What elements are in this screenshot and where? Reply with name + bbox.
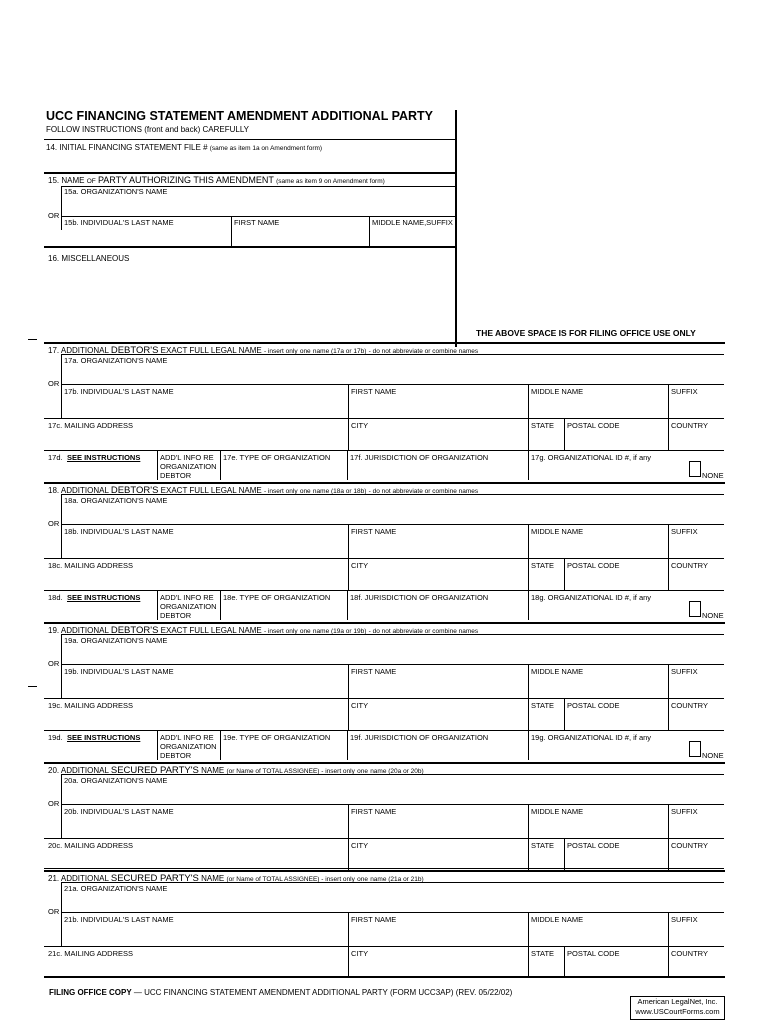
rule bbox=[348, 384, 349, 418]
rule bbox=[44, 622, 725, 624]
last-name-label-d1: 18b. INDIVIDUAL'S LAST NAME bbox=[64, 527, 174, 536]
s15b-label: 15b. INDIVIDUAL'S LAST NAME bbox=[64, 218, 174, 227]
city-field-d2[interactable] bbox=[351, 712, 525, 728]
org-name-field-d0[interactable] bbox=[64, 366, 720, 382]
header-abbrev: - do not abbreviate or combine names bbox=[368, 628, 479, 635]
state-label-d2: STATE bbox=[531, 701, 555, 710]
rule bbox=[44, 482, 725, 484]
country-field-d0[interactable] bbox=[671, 432, 721, 448]
rule bbox=[61, 804, 724, 805]
suffix-field-d1[interactable] bbox=[671, 538, 721, 554]
header-party: DEBTOR'S bbox=[110, 485, 159, 496]
state-field-s0[interactable] bbox=[531, 852, 561, 868]
state-field-d2[interactable] bbox=[531, 712, 561, 728]
mailing-address-field-d0[interactable] bbox=[48, 432, 344, 448]
rule bbox=[44, 590, 724, 591]
rule bbox=[44, 870, 725, 872]
rule bbox=[348, 418, 349, 450]
rule bbox=[44, 342, 725, 344]
rule bbox=[528, 730, 529, 760]
rule bbox=[44, 946, 724, 947]
none-label-d0: NONE bbox=[702, 471, 724, 480]
rule bbox=[220, 590, 221, 620]
org-name-field-s0[interactable] bbox=[64, 786, 720, 802]
header-note: - insert only bbox=[263, 348, 298, 355]
country-label-d0: COUNTRY bbox=[671, 421, 708, 430]
rule bbox=[44, 558, 724, 559]
org-type-field-d0[interactable] bbox=[223, 463, 344, 478]
header-rest: EXACT FULL LEGAL NAME bbox=[160, 486, 262, 495]
header-number: 18. ADDITIONAL bbox=[48, 486, 109, 495]
rule bbox=[528, 450, 529, 480]
rule bbox=[157, 450, 158, 480]
none-checkbox-d0[interactable] bbox=[689, 461, 701, 477]
mailing-address-label-d0: 17c. MAILING ADDRESS bbox=[48, 421, 134, 430]
rule bbox=[44, 976, 725, 978]
or-label-d1: OR bbox=[48, 519, 60, 528]
last-name-field-d1[interactable] bbox=[64, 538, 344, 554]
suffix-field-s0[interactable] bbox=[671, 818, 721, 834]
rule bbox=[528, 912, 529, 946]
s15a-organization-field[interactable] bbox=[64, 197, 452, 215]
s16-label: 16. MISCELLANEOUS bbox=[48, 254, 130, 263]
footer-text: FILING OFFICE COPY — UCC FINANCING STATEMENT AMENDMENT ADDITIONAL PARTY (FORM UCC3AP) (REV. 05/22/02) bbox=[49, 988, 513, 997]
rule bbox=[564, 418, 565, 450]
middle-name-label-d1: MIDDLE NAME bbox=[531, 527, 584, 536]
first-name-field-d2[interactable] bbox=[351, 678, 525, 694]
org-type-label-d1: 18e. TYPE OF ORGANIZATION bbox=[223, 593, 331, 602]
state-label-s1: STATE bbox=[531, 949, 555, 958]
state-field-s1[interactable] bbox=[531, 960, 561, 976]
org-id-label-d0: 17g. ORGANIZATIONAL ID #, if any bbox=[531, 453, 652, 462]
postal-code-label-d0: POSTAL CODE bbox=[567, 421, 620, 430]
rule bbox=[157, 590, 158, 620]
org-name-label-d0: 17a. ORGANIZATION'S NAME bbox=[64, 356, 168, 365]
rule bbox=[61, 774, 724, 775]
rule bbox=[61, 216, 455, 217]
suffix-field-s1[interactable] bbox=[671, 926, 721, 942]
middle-name-label-d2: MIDDLE NAME bbox=[531, 667, 584, 676]
see-instructions-link-d2: SEE INSTRUCTIONS bbox=[67, 733, 141, 742]
middle-name-field-d1[interactable] bbox=[531, 538, 665, 554]
rule bbox=[348, 698, 349, 730]
s15-label: 15. NAME OF PARTY AUTHORIZING THIS AMENDMENT (same as item 9 on Amendment form) bbox=[48, 175, 385, 185]
rule bbox=[61, 354, 62, 418]
last-name-field-d0[interactable] bbox=[64, 398, 344, 414]
s14-label: 14. INITIAL FINANCING STATEMENT FILE # (same as item 1a on Amendment form) bbox=[46, 143, 323, 152]
first-name-label-s1: FIRST NAME bbox=[351, 915, 397, 924]
rule bbox=[61, 384, 724, 385]
header-rest: EXACT FULL LEGAL NAME bbox=[160, 346, 262, 355]
org-name-field-s1[interactable] bbox=[64, 894, 720, 910]
rule bbox=[528, 558, 529, 590]
rule bbox=[61, 774, 62, 838]
addl-info-label-d2: ADD'L INFO RE bbox=[160, 733, 214, 742]
rule bbox=[528, 804, 529, 838]
header-names: name (19a or 19b) bbox=[312, 628, 367, 635]
mailing-address-label-s1: 21c. MAILING ADDRESS bbox=[48, 949, 134, 958]
postal-code-label-d2: POSTAL CODE bbox=[567, 701, 620, 710]
rule bbox=[369, 216, 370, 246]
miscellaneous-field[interactable] bbox=[48, 266, 451, 342]
state-label-d0: STATE bbox=[531, 421, 555, 430]
jurisdiction-label-d1: 18f. JURISDICTION OF ORGANIZATION bbox=[350, 593, 489, 602]
margin-mark bbox=[28, 339, 37, 340]
rule bbox=[564, 946, 565, 978]
see-instructions-link-d0: SEE INSTRUCTIONS bbox=[67, 453, 141, 462]
suffix-label-d2: SUFFIX bbox=[671, 667, 698, 676]
mailing-address-label-d1: 18c. MAILING ADDRESS bbox=[48, 561, 134, 570]
city-label-d2: CITY bbox=[351, 701, 369, 710]
rule bbox=[44, 450, 724, 451]
org-item-label-d1: 18d. bbox=[48, 593, 63, 602]
mailing-address-field-s1[interactable] bbox=[48, 960, 344, 976]
last-name-label-s0: 20b. INDIVIDUAL'S LAST NAME bbox=[64, 807, 174, 816]
header-party: SECURED PARTY'S bbox=[110, 873, 199, 884]
addl-info-label-d1: ADD'L INFO RE bbox=[160, 593, 214, 602]
org-name-label-s1: 21a. ORGANIZATION'S NAME bbox=[64, 884, 168, 893]
first-name-label-d1: FIRST NAME bbox=[351, 527, 397, 536]
state-field-d1[interactable] bbox=[531, 572, 561, 588]
rule bbox=[668, 558, 669, 590]
header-number: 20. ADDITIONAL bbox=[48, 766, 109, 775]
middle-name-field-d0[interactable] bbox=[531, 398, 665, 414]
last-name-field-s0[interactable] bbox=[64, 818, 344, 834]
mailing-address-label-d2: 19c. MAILING ADDRESS bbox=[48, 701, 134, 710]
org-id-field-d2[interactable] bbox=[531, 743, 681, 758]
rule bbox=[44, 246, 456, 248]
addl-info-label-d0: ADD'L INFO RE bbox=[160, 453, 214, 462]
rule bbox=[347, 450, 348, 480]
rule bbox=[61, 494, 62, 558]
jurisdiction-field-d2[interactable] bbox=[350, 743, 525, 758]
middle-name-label-s1: MIDDLE NAME bbox=[531, 915, 584, 924]
header-rest: EXACT FULL LEGAL NAME bbox=[160, 626, 262, 635]
rule bbox=[348, 664, 349, 698]
first-name-field-d0[interactable] bbox=[351, 398, 525, 414]
header-right-border bbox=[455, 110, 457, 347]
state-label-s0: STATE bbox=[531, 841, 555, 850]
rule bbox=[528, 590, 529, 620]
state-label-d1: STATE bbox=[531, 561, 555, 570]
jurisdiction-field-d0[interactable] bbox=[350, 463, 525, 478]
header-abbrev: - do not abbreviate or combine names bbox=[368, 488, 479, 495]
rule bbox=[61, 634, 724, 635]
rule bbox=[44, 868, 724, 869]
last-name-field-s1[interactable] bbox=[64, 926, 344, 942]
mailing-address-field-d1[interactable] bbox=[48, 572, 344, 588]
header-one: one bbox=[357, 768, 368, 775]
rule bbox=[668, 698, 669, 730]
initial-file-number-field[interactable] bbox=[46, 156, 451, 172]
header-note: - insert only bbox=[263, 488, 298, 495]
suffix-label-s1: SUFFIX bbox=[671, 915, 698, 924]
rule bbox=[44, 139, 455, 140]
postal-code-field-s1[interactable] bbox=[567, 960, 665, 976]
suffix-label-s0: SUFFIX bbox=[671, 807, 698, 816]
org-id-field-d0[interactable] bbox=[531, 463, 681, 478]
country-label-d1: COUNTRY bbox=[671, 561, 708, 570]
org-name-field-d1[interactable] bbox=[64, 506, 720, 522]
city-label-d0: CITY bbox=[351, 421, 369, 430]
org-name-label-s0: 20a. ORGANIZATION'S NAME bbox=[64, 776, 168, 785]
header-one: one bbox=[299, 628, 311, 635]
rule bbox=[157, 730, 158, 760]
rule bbox=[564, 838, 565, 870]
org-id-label-d2: 19g. ORGANIZATIONAL ID #, if any bbox=[531, 733, 652, 742]
postal-code-label-s1: POSTAL CODE bbox=[567, 949, 620, 958]
rule bbox=[668, 664, 669, 698]
header-note: (or Name of TOTAL ASSIGNEE) - insert only bbox=[226, 876, 355, 883]
header-party: DEBTOR'S bbox=[110, 345, 159, 356]
mailing-address-field-s0[interactable] bbox=[48, 852, 344, 868]
middle-name-label-d0: MIDDLE NAME bbox=[531, 387, 584, 396]
country-field-s0[interactable] bbox=[671, 852, 721, 868]
s15-middle-label: MIDDLE NAME,SUFFIX bbox=[372, 218, 453, 227]
org-type-field-d2[interactable] bbox=[223, 743, 344, 758]
header-number: 19. ADDITIONAL bbox=[48, 626, 109, 635]
s15-first-label: FIRST NAME bbox=[234, 218, 280, 227]
addl-info-label3-d0: DEBTOR bbox=[160, 471, 192, 480]
header-one: one bbox=[299, 488, 311, 495]
header-party: DEBTOR'S bbox=[110, 625, 159, 636]
rule bbox=[61, 664, 724, 665]
org-id-field-d1[interactable] bbox=[531, 603, 681, 618]
last-name-field-d2[interactable] bbox=[64, 678, 344, 694]
org-name-label-d1: 18a. ORGANIZATION'S NAME bbox=[64, 496, 168, 505]
country-field-d2[interactable] bbox=[671, 712, 721, 728]
rule bbox=[348, 946, 349, 978]
rule bbox=[44, 418, 724, 419]
first-name-label-d2: FIRST NAME bbox=[351, 667, 397, 676]
rule bbox=[528, 384, 529, 418]
city-field-d1[interactable] bbox=[351, 572, 525, 588]
or-label-s0: OR bbox=[48, 799, 60, 808]
rule bbox=[668, 804, 669, 838]
none-label-d2: NONE bbox=[702, 751, 724, 760]
mailing-address-field-d2[interactable] bbox=[48, 712, 344, 728]
rule bbox=[528, 838, 529, 870]
org-type-label-d0: 17e. TYPE OF ORGANIZATION bbox=[223, 453, 331, 462]
form-title: UCC FINANCING STATEMENT AMENDMENT ADDITIONAL PARTY bbox=[46, 109, 434, 123]
first-name-field-s0[interactable] bbox=[351, 818, 525, 834]
rule bbox=[61, 494, 724, 495]
header-names: name (18a or 18b) bbox=[312, 488, 367, 495]
rule bbox=[61, 882, 62, 946]
rule bbox=[61, 354, 724, 355]
middle-name-field-s0[interactable] bbox=[531, 818, 665, 834]
mailing-address-label-s0: 20c. MAILING ADDRESS bbox=[48, 841, 134, 850]
header-one: one bbox=[357, 876, 368, 883]
rule bbox=[44, 838, 724, 839]
form-subtitle: FOLLOW INSTRUCTIONS (front and back) CAREFULLY bbox=[46, 125, 250, 134]
rule bbox=[348, 912, 349, 946]
jurisdiction-label-d2: 19f. JURISDICTION OF ORGANIZATION bbox=[350, 733, 489, 742]
middle-name-field-s1[interactable] bbox=[531, 926, 665, 942]
rule bbox=[528, 524, 529, 558]
postal-code-label-d1: POSTAL CODE bbox=[567, 561, 620, 570]
city-label-s0: CITY bbox=[351, 841, 369, 850]
rule bbox=[668, 838, 669, 870]
rule bbox=[61, 912, 724, 913]
addl-info-label2-d1: ORGANIZATION bbox=[160, 602, 217, 611]
country-label-s1: COUNTRY bbox=[671, 949, 708, 958]
addl-info-label2-d0: ORGANIZATION bbox=[160, 462, 217, 471]
org-name-field-d2[interactable] bbox=[64, 646, 720, 662]
first-name-field-d1[interactable] bbox=[351, 538, 525, 554]
first-name-label-d0: FIRST NAME bbox=[351, 387, 397, 396]
rule bbox=[44, 698, 724, 699]
last-name-label-d2: 19b. INDIVIDUAL'S LAST NAME bbox=[64, 667, 174, 676]
suffix-label-d0: SUFFIX bbox=[671, 387, 698, 396]
city-field-d0[interactable] bbox=[351, 432, 525, 448]
org-id-label-d1: 18g. ORGANIZATIONAL ID #, if any bbox=[531, 593, 652, 602]
vendor-box bbox=[630, 996, 725, 1020]
rule bbox=[348, 558, 349, 590]
rule bbox=[528, 698, 529, 730]
rule bbox=[220, 730, 221, 760]
suffix-label-d1: SUFFIX bbox=[671, 527, 698, 536]
rule bbox=[668, 946, 669, 978]
or-label-d0: OR bbox=[48, 379, 60, 388]
rule bbox=[668, 524, 669, 558]
or-label-d2: OR bbox=[48, 659, 60, 668]
org-name-label-d2: 19a. ORGANIZATION'S NAME bbox=[64, 636, 168, 645]
rule bbox=[44, 172, 456, 174]
country-field-d1[interactable] bbox=[671, 572, 721, 588]
addl-info-label3-d1: DEBTOR bbox=[160, 611, 192, 620]
header-names: name (17a or 17b) bbox=[312, 348, 367, 355]
rule bbox=[564, 558, 565, 590]
city-field-s0[interactable] bbox=[351, 852, 525, 868]
rule bbox=[44, 730, 724, 731]
rule bbox=[44, 762, 725, 764]
rule bbox=[528, 946, 529, 978]
rule bbox=[528, 664, 529, 698]
vendor-name: American LegalNet, Inc. bbox=[637, 997, 718, 1006]
rule bbox=[61, 524, 724, 525]
rule bbox=[348, 804, 349, 838]
country-field-s1[interactable] bbox=[671, 960, 721, 976]
header-names: name (20a or 20b) bbox=[370, 768, 424, 775]
postal-code-label-s0: POSTAL CODE bbox=[567, 841, 620, 850]
none-checkbox-d1[interactable] bbox=[689, 601, 701, 617]
org-type-label-d2: 19e. TYPE OF ORGANIZATION bbox=[223, 733, 331, 742]
s15-middle-field[interactable] bbox=[372, 228, 452, 244]
margin-mark bbox=[28, 686, 37, 687]
addl-info-label3-d2: DEBTOR bbox=[160, 751, 192, 760]
last-name-label-d0: 17b. INDIVIDUAL'S LAST NAME bbox=[64, 387, 174, 396]
last-name-label-s1: 21b. INDIVIDUAL'S LAST NAME bbox=[64, 915, 174, 924]
rule bbox=[220, 450, 221, 480]
header-note: - insert only bbox=[263, 628, 298, 635]
country-label-d2: COUNTRY bbox=[671, 701, 708, 710]
org-item-label-d0: 17d. bbox=[48, 453, 63, 462]
first-name-label-s0: FIRST NAME bbox=[351, 807, 397, 816]
or-label-s1: OR bbox=[48, 907, 60, 916]
postal-code-field-d2[interactable] bbox=[567, 712, 665, 728]
suffix-field-d0[interactable] bbox=[671, 398, 721, 414]
rule bbox=[668, 418, 669, 450]
jurisdiction-label-d0: 17f. JURISDICTION OF ORGANIZATION bbox=[350, 453, 489, 462]
rule bbox=[668, 384, 669, 418]
none-checkbox-d2[interactable] bbox=[689, 741, 701, 757]
s15b-last-name-field[interactable] bbox=[64, 228, 229, 244]
suffix-field-d2[interactable] bbox=[671, 678, 721, 694]
none-label-d1: NONE bbox=[702, 611, 724, 620]
header-rest: NAME bbox=[201, 874, 225, 883]
rule bbox=[348, 524, 349, 558]
see-instructions-link-d1: SEE INSTRUCTIONS bbox=[67, 593, 141, 602]
header-names: name (21a or 21b) bbox=[370, 876, 424, 883]
header-one: one bbox=[299, 348, 311, 355]
header-rest: NAME bbox=[201, 766, 225, 775]
s15-first-name-field[interactable] bbox=[234, 228, 367, 244]
rule bbox=[61, 186, 62, 230]
middle-name-field-d2[interactable] bbox=[531, 678, 665, 694]
postal-code-field-s0[interactable] bbox=[567, 852, 665, 868]
org-item-label-d2: 19d. bbox=[48, 733, 63, 742]
header-note: (or Name of TOTAL ASSIGNEE) - insert only bbox=[226, 768, 355, 775]
first-name-field-s1[interactable] bbox=[351, 926, 525, 942]
s15-or: OR bbox=[48, 211, 60, 220]
addl-info-label2-d2: ORGANIZATION bbox=[160, 742, 217, 751]
rule bbox=[528, 418, 529, 450]
middle-name-label-s0: MIDDLE NAME bbox=[531, 807, 584, 816]
rule bbox=[347, 730, 348, 760]
s15a-label: 15a. ORGANIZATION'S NAME bbox=[64, 187, 168, 196]
rule bbox=[61, 882, 724, 883]
postal-code-field-d1[interactable] bbox=[567, 572, 665, 588]
rule bbox=[231, 216, 232, 246]
rule bbox=[668, 912, 669, 946]
header-abbrev: - do not abbreviate or combine names bbox=[368, 348, 479, 355]
postal-code-field-d0[interactable] bbox=[567, 432, 665, 448]
vendor-url: www.USCourtForms.com bbox=[635, 1007, 720, 1016]
org-type-field-d1[interactable] bbox=[223, 603, 344, 618]
city-label-s1: CITY bbox=[351, 949, 369, 958]
office-use-note: THE ABOVE SPACE IS FOR FILING OFFICE USE ONLY bbox=[476, 328, 696, 338]
state-field-d0[interactable] bbox=[531, 432, 561, 448]
city-field-s1[interactable] bbox=[351, 960, 525, 976]
header-number: 21. ADDITIONAL bbox=[48, 874, 109, 883]
header-party: SECURED PARTY'S bbox=[110, 765, 199, 776]
rule bbox=[61, 634, 62, 698]
country-label-s0: COUNTRY bbox=[671, 841, 708, 850]
rule bbox=[347, 590, 348, 620]
header-number: 17. ADDITIONAL bbox=[48, 346, 109, 355]
city-label-d1: CITY bbox=[351, 561, 369, 570]
rule bbox=[348, 838, 349, 870]
rule bbox=[564, 698, 565, 730]
jurisdiction-field-d1[interactable] bbox=[350, 603, 525, 618]
